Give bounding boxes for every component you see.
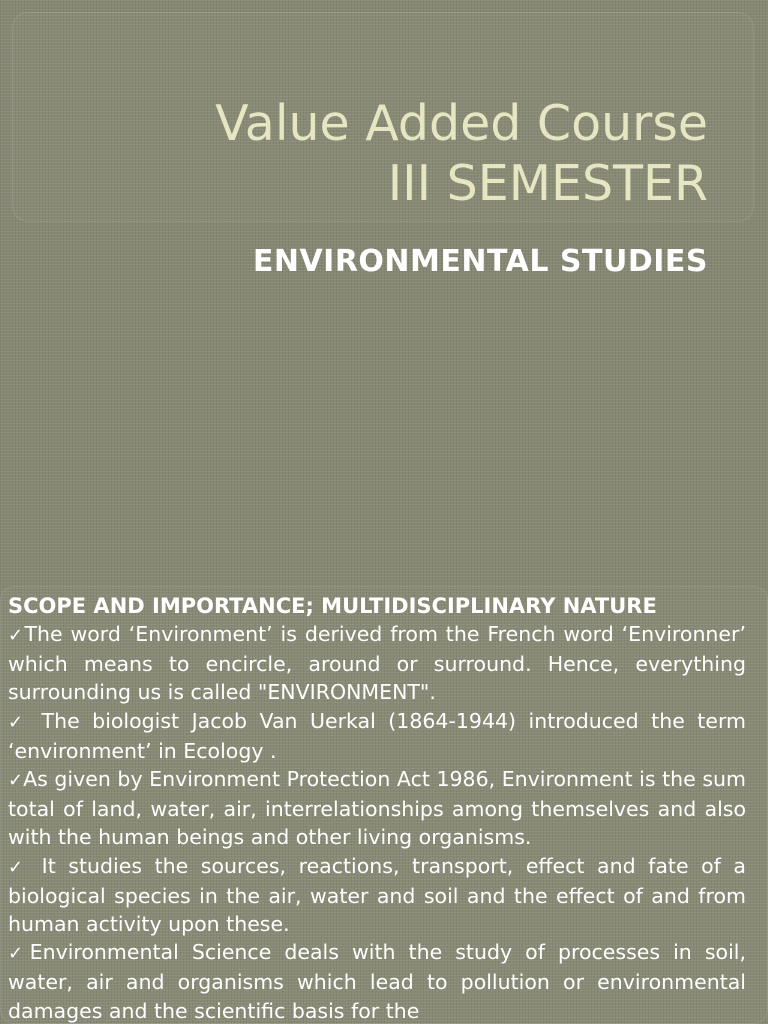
checkmark-icon: ✓ [8,770,24,792]
title-line-semester: III SEMESTER [387,155,708,212]
bullet-text: It studies the sources, reactions, transport, effect and fate of a biological species in the air, water and soil and the effect of and from human activity upon these. [8,853,746,937]
content-slide [0,586,768,1024]
section-heading: SCOPE AND IMPORTANCE; MULTIDISCIPLINARY NATURE [8,594,657,618]
bullet-text: As given by Environment Protection Act 1986, Environment is the sum total of land, water, air, interrelationships among themselves and also with the human beings and other living organisms. [8,767,746,850]
checkmark-icon: ✓ [8,711,30,733]
bullet-text: The biologist Jacob Van Uerkal (1864-1944) introduced the term ‘environment’ in Ecology . [8,708,746,763]
bullet-text: Environmental Science deals with the study of processes in soil, water, air and organisms which lead to pollution or environmental damages and the scientific basis for the [8,940,746,1023]
slide-subtitle: ENVIRONMENTAL STUDIES [252,244,708,279]
bullet-item [8,765,746,852]
bullet-item [8,938,746,1024]
bullet-item [8,620,746,707]
checkmark-icon: ✓ [8,625,25,646]
title-line-course: Value Added Course [215,95,708,152]
bullet-item [8,707,746,765]
bullet-text: The word ‘Environment’ is derived from the French word ‘Environner’ which means to encircle, around or surround. Hence, everything surrounding us is called "ENVIRONMENT". [8,622,746,705]
checkmark-icon: ✓ [8,856,30,878]
slide-title [215,94,708,214]
bullet-item [8,852,746,939]
bullet-list [8,620,746,1024]
checkmark-icon: ✓ [8,943,30,965]
